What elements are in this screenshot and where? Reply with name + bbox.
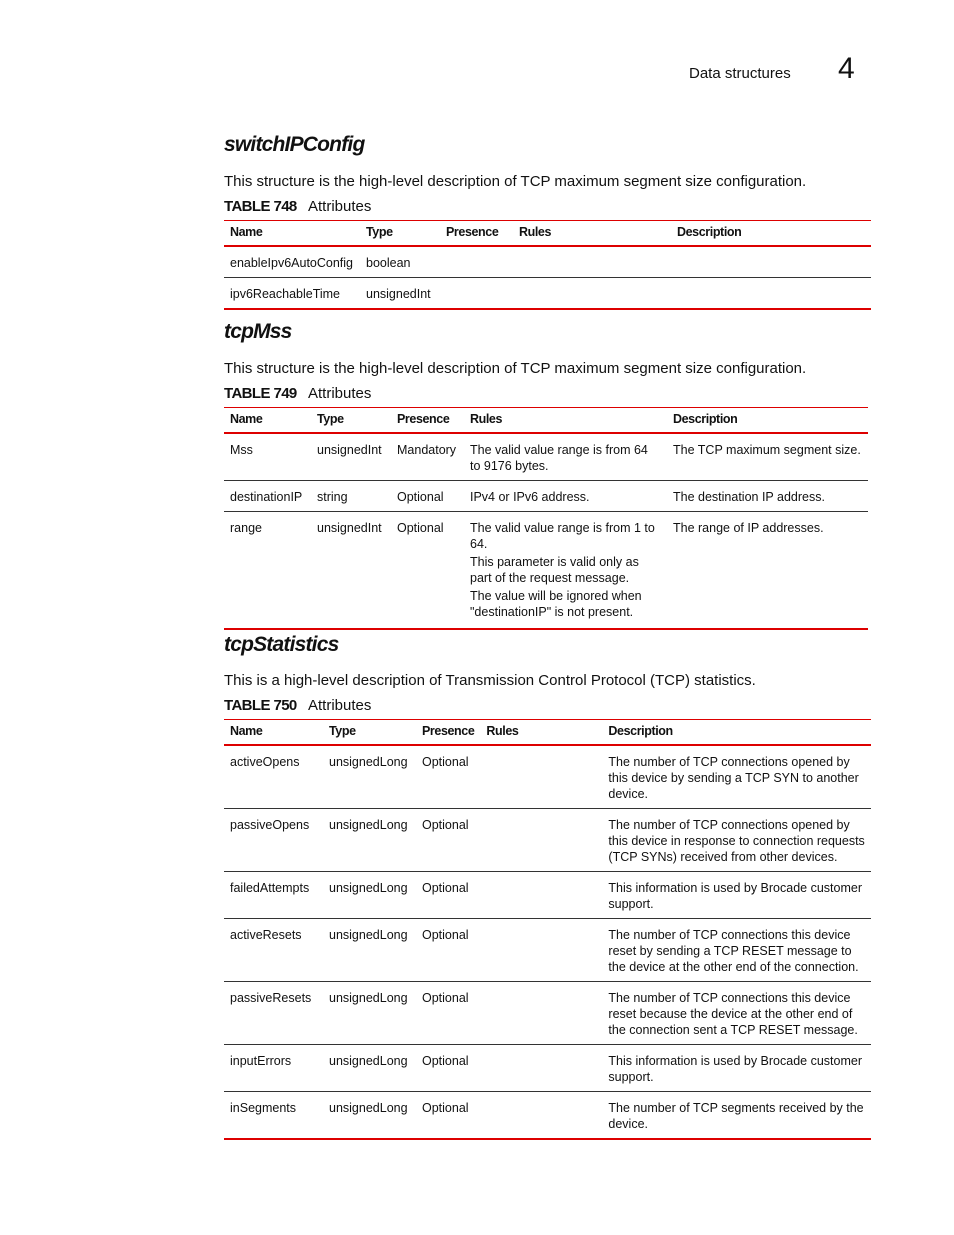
- cell-type: unsignedLong: [329, 817, 408, 832]
- section-switchipconfig: [224, 133, 364, 157]
- table-row: [224, 511, 868, 629]
- col-header-name: Name: [230, 412, 263, 426]
- cell-description: This information is used by Brocade customer support.: [608, 880, 862, 911]
- col-header-name: Name: [230, 225, 263, 239]
- col-header-rules: Rules: [470, 412, 503, 426]
- col-header-name: Name: [230, 724, 263, 738]
- col-header-presence: Presence: [422, 724, 475, 738]
- cell-presence: Optional: [422, 1053, 469, 1068]
- cell-rules: IPv4 or IPv6 address.: [470, 489, 590, 504]
- cell-presence: Optional: [397, 489, 444, 504]
- cell-rules: [480, 808, 602, 871]
- cell-type: unsignedInt: [366, 286, 431, 301]
- col-header-rules: Rules: [486, 724, 519, 738]
- cell-description: The number of TCP connections this device reset by sending a TCP RESET message to the device at the other end of the connection.: [608, 927, 859, 974]
- table-row: [224, 433, 868, 481]
- cell-description: The destination IP address.: [673, 489, 825, 504]
- table-caption-text: Attributes: [308, 697, 372, 714]
- table-number: TABLE 750: [224, 697, 297, 714]
- cell-type: string: [317, 489, 348, 504]
- cell-type: unsignedLong: [329, 754, 408, 769]
- table-row: [224, 918, 871, 981]
- table-row: [224, 1044, 871, 1091]
- cell-description: This information is used by Brocade customer support.: [608, 1053, 862, 1084]
- cell-rules: [513, 246, 671, 278]
- cell-rules: [513, 277, 671, 309]
- section-tcpmss: [224, 320, 292, 344]
- section-intro: This structure is the high-level description of TCP maximum segment size configuration.: [224, 173, 807, 190]
- cell-presence: [440, 246, 513, 278]
- cell-description: The number of TCP connections opened by this device in response to connection requests (TCP SYNs) received from other devices.: [608, 817, 865, 864]
- col-header-type: Type: [317, 412, 344, 426]
- rule-line: The value will be ignored when "destinationIP" is not present.: [470, 588, 642, 619]
- cell-type: unsignedLong: [329, 880, 408, 895]
- cell-presence: Optional: [422, 817, 469, 832]
- cell-description: The number of TCP connections opened by this device by sending a TCP SYN to another device.: [608, 754, 859, 801]
- cell-description: [671, 246, 871, 278]
- cell-description: The TCP maximum segment size.: [673, 442, 861, 457]
- cell-presence: Optional: [397, 520, 444, 535]
- rule-line: This parameter is valid only as part of the request message.: [470, 554, 639, 585]
- cell-presence: Mandatory: [397, 442, 457, 457]
- section-intro: This is a high-level description of Transmission Control Protocol (TCP) statistics.: [224, 672, 756, 689]
- cell-name: Mss: [230, 442, 253, 457]
- table-row: [224, 277, 871, 309]
- cell-type: unsignedInt: [317, 520, 382, 535]
- cell-type: boolean: [366, 255, 411, 270]
- table-row: [224, 871, 871, 918]
- col-header-presence: Presence: [446, 225, 499, 239]
- cell-type: unsignedLong: [329, 927, 408, 942]
- attributes-table-748: [224, 220, 871, 310]
- cell-description: The number of TCP connections this device reset because the device at the other end of the connection sent a TCP RESET message.: [608, 990, 858, 1037]
- section-title: switchIPConfig: [224, 133, 365, 156]
- cell-description: The number of TCP segments received by the device.: [608, 1100, 864, 1131]
- cell-presence: Optional: [422, 1100, 469, 1115]
- cell-rules: [480, 918, 602, 981]
- table-caption: [224, 198, 371, 215]
- cell-name: activeResets: [230, 927, 302, 942]
- cell-description: The range of IP addresses.: [673, 520, 824, 535]
- cell-rules: The valid value range is from 64 to 9176 bytes.: [470, 442, 648, 473]
- table-number: TABLE 748: [224, 198, 297, 215]
- attributes-table-749: [224, 407, 868, 630]
- chapter-number: 4: [838, 52, 855, 85]
- table-row: [224, 246, 871, 278]
- cell-name: range: [230, 520, 262, 535]
- table-caption: [224, 697, 371, 714]
- table-caption: [224, 385, 371, 402]
- rule-line: The valid value range is from 1 to 64.: [470, 520, 655, 551]
- cell-type: unsignedInt: [317, 442, 382, 457]
- cell-name: enableIpv6AutoConfig: [230, 255, 354, 270]
- cell-name: passiveResets: [230, 990, 312, 1005]
- table-body: [224, 745, 871, 1139]
- section-tcpstatistics: [224, 633, 338, 657]
- cell-name: passiveOpens: [230, 817, 310, 832]
- table-row: [224, 808, 871, 871]
- cell-rules: [480, 981, 602, 1044]
- col-header-presence: Presence: [397, 412, 450, 426]
- table-row: [224, 981, 871, 1044]
- cell-presence: [440, 277, 513, 309]
- cell-rules: [464, 511, 667, 629]
- cell-presence: Optional: [422, 927, 469, 942]
- cell-presence: Optional: [422, 880, 469, 895]
- section-intro: This structure is the high-level description of TCP maximum segment size configuration.: [224, 360, 807, 377]
- attributes-table-750: [224, 719, 871, 1140]
- cell-name: inSegments: [230, 1100, 297, 1115]
- cell-rules: [480, 871, 602, 918]
- section-title: tcpStatistics: [224, 633, 339, 656]
- cell-type: unsignedLong: [329, 1053, 408, 1068]
- col-header-description: Description: [608, 724, 673, 738]
- cell-name: failedAttempts: [230, 880, 310, 895]
- section-title: tcpMss: [224, 320, 292, 343]
- col-header-description: Description: [673, 412, 738, 426]
- col-header-description: Description: [677, 225, 742, 239]
- cell-rules: [480, 745, 602, 809]
- table-row: [224, 480, 868, 511]
- col-header-rules: Rules: [519, 225, 552, 239]
- table-caption-text: Attributes: [308, 385, 372, 402]
- cell-name: activeOpens: [230, 754, 300, 769]
- cell-type: unsignedLong: [329, 990, 408, 1005]
- table-header-row: [224, 720, 871, 745]
- col-header-type: Type: [366, 225, 393, 239]
- cell-presence: Optional: [422, 990, 469, 1005]
- table-row: [224, 745, 871, 809]
- cell-type: unsignedLong: [329, 1100, 408, 1115]
- cell-name: ipv6ReachableTime: [230, 286, 341, 301]
- cell-rules: [480, 1091, 602, 1139]
- cell-name: destinationIP: [230, 489, 303, 504]
- table-caption-text: Attributes: [308, 198, 372, 215]
- cell-name: inputErrors: [230, 1053, 292, 1068]
- table-header-row: [224, 408, 868, 433]
- col-header-type: Type: [329, 724, 356, 738]
- cell-rules: [480, 1044, 602, 1091]
- table-row: [224, 1091, 871, 1139]
- cell-presence: Optional: [422, 754, 469, 769]
- table-header-row: [224, 221, 871, 246]
- running-header-title: Data structures: [689, 65, 791, 82]
- cell-description: [671, 277, 871, 309]
- table-number: TABLE 749: [224, 385, 297, 402]
